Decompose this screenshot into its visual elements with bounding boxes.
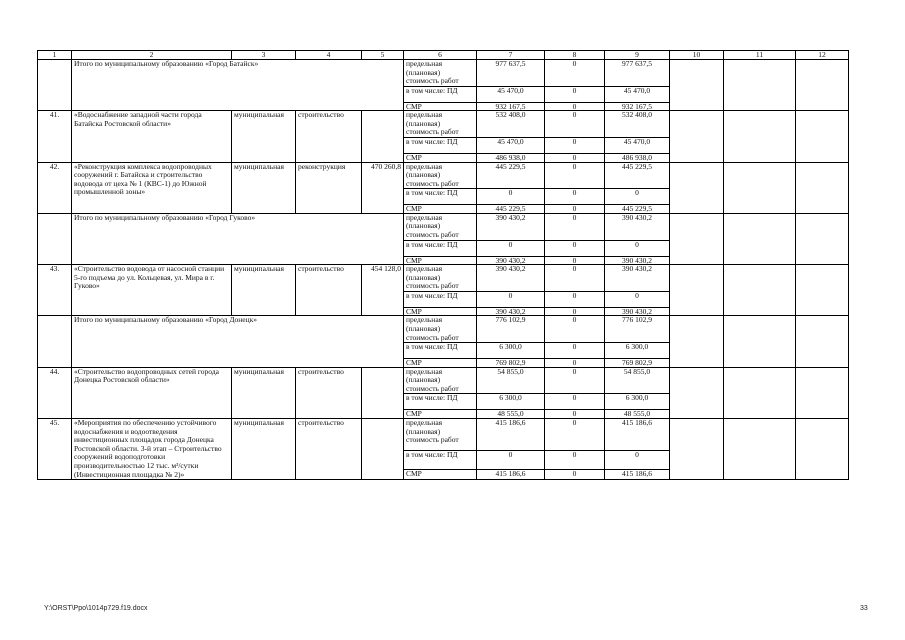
work-type: строительство xyxy=(296,111,362,162)
column-number: 7 xyxy=(477,51,545,60)
project-name: «Строительство водовода от насосной станции 5-го подъема до ул. Кольцевая, ул. Мира в г. Гуково» xyxy=(72,265,232,316)
empty-col10 xyxy=(670,111,724,162)
ownership-type: муниципальная xyxy=(232,162,296,213)
column-number: 11 xyxy=(724,51,796,60)
ownership-type: муниципальная xyxy=(232,111,296,162)
indicator-label: предельная (плановая) стоимость работ xyxy=(404,316,477,343)
ownership-type: муниципальная xyxy=(232,418,296,479)
capacity-value xyxy=(362,418,404,479)
value-col7: 932 167,5 xyxy=(477,102,545,111)
indicator-label: в том числе: ПД xyxy=(404,138,477,154)
empty-col12 xyxy=(796,265,849,316)
item-row xyxy=(38,367,849,394)
indicator-label: предельная (плановая) стоимость работ xyxy=(404,60,477,87)
value-col9: 390 430,2 xyxy=(605,265,670,292)
item-row xyxy=(38,265,849,292)
indicator-label: СМР xyxy=(404,410,477,419)
empty-col11 xyxy=(724,60,796,111)
capacity-value: 454 128,0 xyxy=(362,265,404,316)
column-number: 8 xyxy=(545,51,605,60)
column-number: 9 xyxy=(605,51,670,60)
indicator-label: СМР xyxy=(404,154,477,163)
value-col7: 445 229,5 xyxy=(477,205,545,214)
indicator-label: предельная (плановая) стоимость работ xyxy=(404,213,477,240)
empty-col12 xyxy=(796,111,849,162)
empty-col12 xyxy=(796,367,849,418)
value-col8: 0 xyxy=(545,86,605,102)
column-number: 5 xyxy=(362,51,404,60)
value-col8: 0 xyxy=(545,138,605,154)
project-name: «Реконструкция комплекса водопроводных сооружений г. Батайска и строительство водовода от цеха № 1 (КВС-1) до Южной промышленной зоны» xyxy=(72,162,232,213)
value-col8: 0 xyxy=(545,316,605,343)
work-type: строительство xyxy=(296,418,362,479)
item-number: 44. xyxy=(38,367,72,418)
empty-col11 xyxy=(724,316,796,367)
value-col8: 0 xyxy=(545,102,605,111)
value-col9: 45 470,0 xyxy=(605,138,670,154)
value-col9: 0 xyxy=(605,291,670,307)
value-col9: 977 637,5 xyxy=(605,60,670,87)
project-name: «Строительство водопроводных сетей города Донецка Ростовской области» xyxy=(72,367,232,418)
empty-col11 xyxy=(724,162,796,213)
work-type: реконструкция xyxy=(296,162,362,213)
value-col8: 0 xyxy=(545,394,605,410)
indicator-label: СМР xyxy=(404,469,477,479)
empty-col12 xyxy=(796,213,849,264)
column-number: 12 xyxy=(796,51,849,60)
value-col7: 6 300,0 xyxy=(477,343,545,359)
empty-col11 xyxy=(724,418,796,479)
project-name: «Водоснабжение западной части города Батайска Ростовской области» xyxy=(72,111,232,162)
item-number: 45. xyxy=(38,418,72,479)
indicator-label: в том числе: ПД xyxy=(404,394,477,410)
value-col8: 0 xyxy=(545,367,605,394)
value-col9: 445 229,5 xyxy=(605,162,670,189)
column-number: 6 xyxy=(404,51,477,60)
value-col8: 0 xyxy=(545,240,605,256)
value-col9: 0 xyxy=(605,450,670,469)
indicator-label: в том числе: ПД xyxy=(404,450,477,469)
subtotal-row xyxy=(38,316,849,343)
value-col9: 48 555,0 xyxy=(605,410,670,419)
column-number: 1 xyxy=(38,51,72,60)
empty-col10 xyxy=(670,265,724,316)
value-col8: 0 xyxy=(545,162,605,189)
item-number: 41. xyxy=(38,111,72,162)
value-col8: 0 xyxy=(545,469,605,479)
value-col9: 390 430,2 xyxy=(605,256,670,265)
item-row xyxy=(38,162,849,189)
value-col7: 0 xyxy=(477,291,545,307)
value-col8: 0 xyxy=(545,60,605,87)
empty-col11 xyxy=(724,265,796,316)
item-number: 43. xyxy=(38,265,72,316)
item-number-cell xyxy=(38,213,72,264)
empty-col10 xyxy=(670,162,724,213)
value-col9: 45 470,0 xyxy=(605,86,670,102)
empty-col12 xyxy=(796,60,849,111)
indicator-label: в том числе: ПД xyxy=(404,189,477,205)
ownership-type: муниципальная xyxy=(232,265,296,316)
indicator-label: предельная (плановая) стоимость работ xyxy=(404,418,477,450)
empty-col10 xyxy=(670,418,724,479)
value-col7: 0 xyxy=(477,189,545,205)
value-col9: 445 229,5 xyxy=(605,205,670,214)
value-col9: 6 300,0 xyxy=(605,343,670,359)
value-col9: 0 xyxy=(605,240,670,256)
value-col7: 390 430,2 xyxy=(477,256,545,265)
indicator-label: предельная (плановая) стоимость работ xyxy=(404,111,477,138)
value-col8: 0 xyxy=(545,205,605,214)
value-col9: 6 300,0 xyxy=(605,394,670,410)
value-col8: 0 xyxy=(545,256,605,265)
value-col7: 769 802,9 xyxy=(477,359,545,368)
value-col9: 54 855,0 xyxy=(605,367,670,394)
value-col8: 0 xyxy=(545,189,605,205)
value-col7: 390 430,2 xyxy=(477,265,545,292)
item-row xyxy=(38,111,849,138)
value-col7: 0 xyxy=(477,450,545,469)
subtotal-title: Итого по муниципальному образованию «Город Батайск» xyxy=(72,60,404,111)
empty-col11 xyxy=(724,213,796,264)
value-col7: 532 408,0 xyxy=(477,111,545,138)
subtotal-title: Итого по муниципальному образованию «Город Донецк» xyxy=(72,316,404,367)
indicator-label: предельная (плановая) стоимость работ xyxy=(404,265,477,292)
empty-col12 xyxy=(796,316,849,367)
value-col7: 486 938,0 xyxy=(477,154,545,163)
column-number: 10 xyxy=(670,51,724,60)
value-col7: 390 430,2 xyxy=(477,213,545,240)
value-col7: 0 xyxy=(477,240,545,256)
indicator-label: СМР xyxy=(404,307,477,316)
indicator-label: в том числе: ПД xyxy=(404,240,477,256)
empty-col10 xyxy=(670,60,724,111)
value-col7: 977 637,5 xyxy=(477,60,545,87)
page-number: 33 xyxy=(860,605,868,612)
value-col8: 0 xyxy=(545,450,605,469)
ownership-type: муниципальная xyxy=(232,367,296,418)
empty-col10 xyxy=(670,367,724,418)
item-number-cell xyxy=(38,316,72,367)
value-col8: 0 xyxy=(545,111,605,138)
indicator-label: предельная (плановая) стоимость работ xyxy=(404,367,477,394)
item-row xyxy=(38,418,849,450)
value-col7: 415 186,6 xyxy=(477,418,545,450)
value-col9: 769 802,9 xyxy=(605,359,670,368)
subtotal-title: Итого по муниципальному образованию «Город Гуково» xyxy=(72,213,404,264)
capacity-value xyxy=(362,367,404,418)
indicator-label: в том числе: ПД xyxy=(404,343,477,359)
value-col8: 0 xyxy=(545,154,605,163)
value-col7: 415 186,6 xyxy=(477,469,545,479)
value-col7: 445 229,5 xyxy=(477,162,545,189)
empty-col11 xyxy=(724,367,796,418)
value-col8: 0 xyxy=(545,359,605,368)
item-number-cell xyxy=(38,60,72,111)
item-number: 42. xyxy=(38,162,72,213)
indicator-label: СМР xyxy=(404,256,477,265)
capacity-value xyxy=(362,111,404,162)
file-path-footer: Y:\ORST\Ppo\1014p729.f19.docx xyxy=(44,605,148,612)
indicator-label: в том числе: ПД xyxy=(404,291,477,307)
value-col9: 390 430,2 xyxy=(605,307,670,316)
indicator-label: СМР xyxy=(404,102,477,111)
project-name: «Мероприятия по обеспечению устойчивого водоснабжения и водоотведения инвестиционных площадок города Донецка Ростовской области. 3-й этап – Строительство сооружений водоподготовки производительностью 12 тыс. м³/сутки (Инвестиционная площадка № 2)» xyxy=(72,418,232,479)
empty-col10 xyxy=(670,316,724,367)
value-col7: 48 555,0 xyxy=(477,410,545,419)
capacity-value: 470 260,8 xyxy=(362,162,404,213)
indicator-label: СМР xyxy=(404,205,477,214)
value-col8: 0 xyxy=(545,410,605,419)
value-col9: 486 938,0 xyxy=(605,154,670,163)
value-col8: 0 xyxy=(545,213,605,240)
value-col8: 0 xyxy=(545,265,605,292)
value-col9: 390 430,2 xyxy=(605,213,670,240)
work-type: строительство xyxy=(296,367,362,418)
indicator-label: в том числе: ПД xyxy=(404,86,477,102)
value-col7: 776 102,9 xyxy=(477,316,545,343)
value-col9: 0 xyxy=(605,189,670,205)
subtotal-row xyxy=(38,213,849,240)
value-col9: 415 186,6 xyxy=(605,418,670,450)
value-col9: 532 408,0 xyxy=(605,111,670,138)
value-col8: 0 xyxy=(545,343,605,359)
empty-col12 xyxy=(796,418,849,479)
empty-col11 xyxy=(724,111,796,162)
column-number-row xyxy=(38,51,849,60)
value-col7: 390 430,2 xyxy=(477,307,545,316)
investment-program-table xyxy=(37,50,849,480)
indicator-label: предельная (плановая) стоимость работ xyxy=(404,162,477,189)
empty-col12 xyxy=(796,162,849,213)
value-col8: 0 xyxy=(545,307,605,316)
value-col9: 932 167,5 xyxy=(605,102,670,111)
value-col8: 0 xyxy=(545,418,605,450)
column-number: 3 xyxy=(232,51,296,60)
empty-col10 xyxy=(670,213,724,264)
value-col8: 0 xyxy=(545,291,605,307)
value-col7: 45 470,0 xyxy=(477,86,545,102)
value-col9: 776 102,9 xyxy=(605,316,670,343)
column-number: 2 xyxy=(72,51,232,60)
subtotal-row xyxy=(38,60,849,87)
value-col7: 45 470,0 xyxy=(477,138,545,154)
value-col7: 6 300,0 xyxy=(477,394,545,410)
value-col9: 415 186,6 xyxy=(605,469,670,479)
work-type: строительство xyxy=(296,265,362,316)
value-col7: 54 855,0 xyxy=(477,367,545,394)
column-number: 4 xyxy=(296,51,362,60)
indicator-label: СМР xyxy=(404,359,477,368)
